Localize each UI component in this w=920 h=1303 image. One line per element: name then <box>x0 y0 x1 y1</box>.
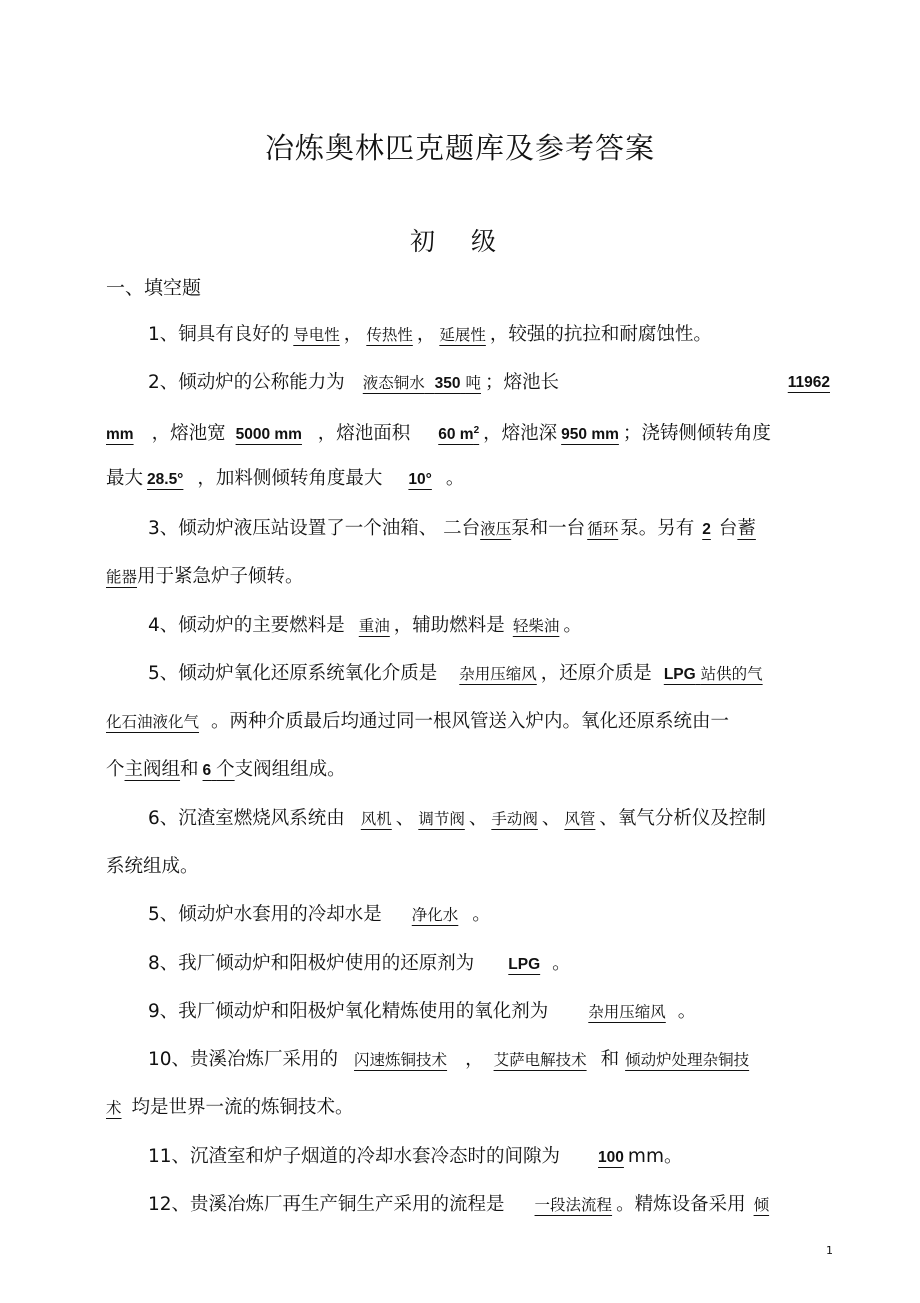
question-3-line-1: 3、倾动炉液压站设置了一个油箱、 二台液压泵和一台 循环 泵。另有 2 台蓄 <box>148 518 756 539</box>
question-6-line-2: 系统组成。 <box>106 856 199 877</box>
answer: 28.5° <box>147 471 184 488</box>
answer: 导电性 <box>293 326 340 344</box>
question-3-line-2: 能器用于紧急炉子倾转。 <box>106 566 304 587</box>
answer: LPG 站供的气 <box>663 665 763 683</box>
answer: 传热性 <box>366 326 413 344</box>
question-1: 1、铜具有良好的 导电性 ， 传热性 ， 延展性 ，较强的抗拉和耐腐蚀性。 <box>148 324 712 345</box>
question-5-line-2: 化石油液化气 。两种介质最后均通过同一根风管送入炉内。氧化还原系统由一 <box>106 711 730 732</box>
question-6-line-1: 6、沉渣室燃烧风系统由 风机 、 调节阀 、 手动阀 、 风管 、氧气分析仪及控制 <box>148 808 766 829</box>
answer: 蓄 <box>737 518 756 539</box>
answer: 杂用压缩风 <box>588 1003 666 1021</box>
question-5-line-3: 个主阀组和 6 个支阀组组成。 <box>106 759 346 780</box>
answer: 能器 <box>106 568 138 586</box>
answer: 手动阀 <box>491 810 538 828</box>
question-11: 11、沉渣室和炉子烟道的冷却水套冷态时的间隙为 100 mm。 <box>148 1146 683 1167</box>
answer: 液压 <box>480 520 512 538</box>
answer: 闪速炼铜技术 <box>354 1051 448 1069</box>
level-heading: 初 级 <box>410 227 510 256</box>
question-2-line-1: 2、倾动炉的公称能力为 液态铜水 350 吨 ；熔池长 11962 <box>148 370 834 397</box>
answer: 循环 <box>587 520 619 538</box>
question-9: 9、我厂倾动炉和阳极炉氧化精炼使用的氧化剂为 杂用压缩风 。 <box>148 1001 697 1022</box>
page-number: 1 <box>826 1244 833 1257</box>
answer: 延展性 <box>439 326 486 344</box>
question-2-line-3: 最大 28.5° ，加料侧倾转角度最大 10° 。 <box>106 468 465 489</box>
section-heading: 一、填空题 <box>106 277 202 299</box>
document-title: 冶炼奥林匹克题库及参考答案 <box>264 131 655 165</box>
answer: 调节阀 <box>418 810 465 828</box>
answer: 倾动炉处理杂铜技 <box>625 1051 750 1069</box>
question-12: 12、贵溪冶炼厂再生产铜生产采用的流程是 一段法流程 。精炼设备采用 倾 <box>148 1194 770 1215</box>
question-8: 8、我厂倾动炉和阳极炉使用的还原剂为 LPG 。 <box>148 953 571 974</box>
answer: 术 <box>106 1099 122 1117</box>
answer: 5000 mm <box>235 426 302 444</box>
answer: 杂用压缩风 <box>459 665 537 683</box>
answer: 轻柴油 <box>512 617 560 635</box>
answer: 净化水 <box>411 906 459 924</box>
answer: 液态铜水 350 吨 <box>362 374 481 392</box>
answer: 化石油液化气 <box>106 713 200 731</box>
answer: 6 个 <box>202 759 235 780</box>
question-2-line-2: mm ，熔池宽 5000 mm ，熔池面积 60 $m^2$ ，熔池深 950 mm ；浇铸侧倾转角度 <box>106 423 771 445</box>
question-7: 5、倾动炉水套用的冷却水是 净化水 。 <box>148 904 491 925</box>
answer: 100 <box>598 1149 624 1166</box>
question-5-line-1: 5、倾动炉氧化还原系统氧化介质是 杂用压缩风 ，还原介质是 LPG 站供的气 <box>148 663 763 684</box>
answer: 11962 <box>787 374 830 391</box>
answer: 艾萨电解技术 <box>493 1051 587 1069</box>
answer: 一段法流程 <box>534 1196 613 1214</box>
answer: 10° <box>408 471 432 488</box>
answer: 主阀组 <box>124 759 181 780</box>
answer: 风机 <box>360 810 392 828</box>
question-10-line-1: 10、贵溪冶炼厂采用的 闪速炼铜技术 ， 艾萨电解技术 和 倾动炉处理杂铜技 <box>148 1049 750 1070</box>
answer: 重油 <box>358 617 390 635</box>
answer: mm <box>106 426 134 444</box>
answer: LPG <box>508 956 541 973</box>
answer: 2 <box>702 521 711 538</box>
question-10-line-2: 术 均是世界一流的炼铜技术。 <box>106 1097 354 1118</box>
answer: 60 $m^2$ <box>438 425 480 444</box>
answer: 风管 <box>564 810 596 828</box>
question-4: 4、倾动炉的主要燃料是 重油 ，辅助燃料是 轻柴油 。 <box>148 615 582 636</box>
answer: 倾 <box>753 1196 770 1214</box>
answer: 950 mm <box>561 426 619 444</box>
